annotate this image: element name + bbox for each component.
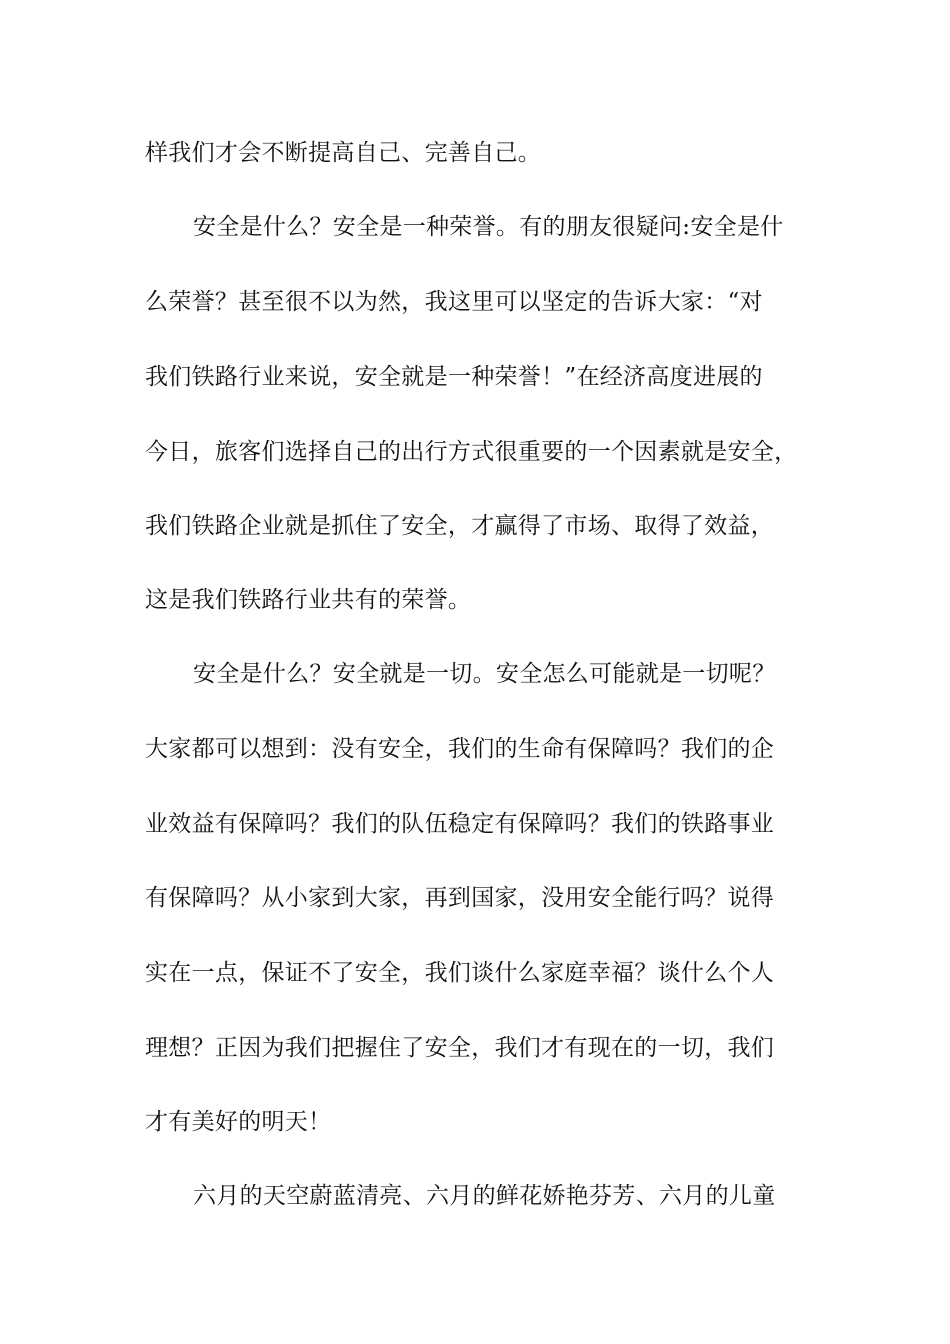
text-line: 才有美好的明天！	[145, 1109, 332, 1135]
text-line: 样我们才会不断提高自己、完善自己。	[145, 140, 542, 166]
text-line: 大家都可以想到：没有安全，我们的生命有保障吗？我们的企	[145, 736, 775, 762]
text-line: 今日，旅客们选择自己的出行方式很重要的一个因素就是安全，	[145, 439, 798, 465]
text-line: 么荣誉？甚至很不以为然，我这里可以坚定的告诉大家：“对	[145, 289, 763, 315]
paragraph-first-line: 六月的天空蔚蓝清亮、六月的鲜花娇艳芬芳、六月的儿童	[193, 1183, 776, 1209]
text-line: 实在一点，保证不了安全，我们谈什么家庭幸福？谈什么个人	[145, 960, 775, 986]
text-line: 业效益有保障吗？我们的队伍稳定有保障吗？我们的铁路事业	[145, 811, 775, 837]
text-line: 有保障吗？从小家到大家，再到国家，没用安全能行吗？说得	[145, 885, 775, 911]
text-line: 理想？正因为我们把握住了安全，我们才有现在的一切，我们	[145, 1035, 775, 1061]
text-line: 我们铁路行业来说，安全就是一种荣誉！”在经济高度进展的	[145, 364, 763, 390]
paragraph-first-line: 安全是什么？安全是一种荣誉。有的朋友很疑问:安全是什	[193, 214, 784, 240]
text-line: 我们铁路企业就是抓住了安全，才赢得了市场、取得了效益，	[145, 513, 775, 539]
paragraph-first-line: 安全是什么？安全就是一切。安全怎么可能就是一切呢？	[193, 661, 776, 687]
text-line: 这是我们铁路行业共有的荣誉。	[145, 587, 472, 613]
